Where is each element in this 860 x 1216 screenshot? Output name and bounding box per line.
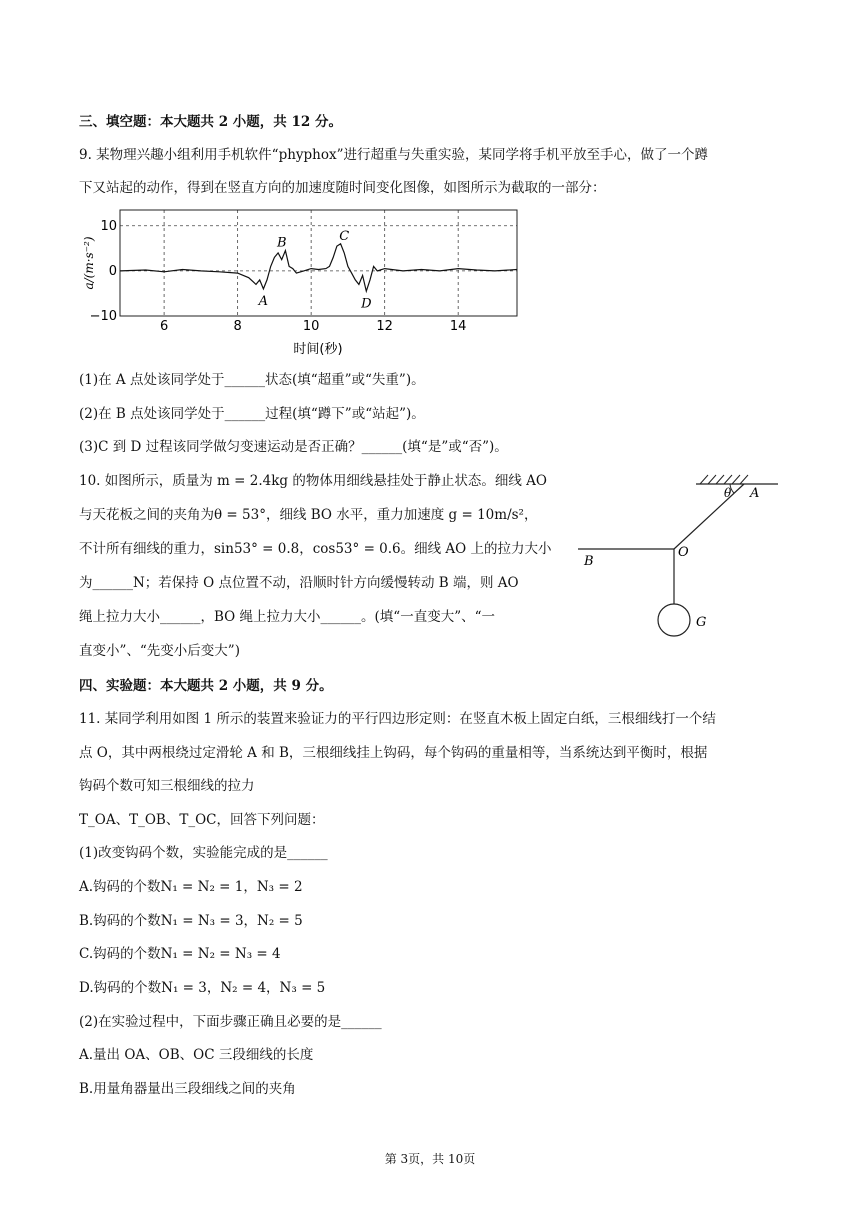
section-4-title: 四、实验题：本大题共 2 小题，共 9 分。 [79, 678, 333, 694]
q9-stem-line-1: 9. 某物理兴趣小组利用手机软件“phyphox”进行超重与失重实验，某同学将手机平放至手心，做了一个蹲 [79, 147, 709, 163]
y-axis-label: a/(m·s⁻²) [82, 236, 96, 290]
chart-grid [120, 210, 517, 316]
q11-part-1: (1)改变钩码个数，实验能完成的是______ [79, 845, 328, 861]
ceiling-hatching [700, 475, 748, 484]
q11-part-2-option-a: A.量出 OA、OB、OC 三段细线的长度 [79, 1047, 314, 1063]
mass-ball [658, 604, 690, 636]
point-label-b: B [276, 235, 287, 251]
q11-option-c: C.钩码的个数N₁ = N₂ = N₃ = 4 [79, 946, 281, 962]
q11-option-a: A.钩码的个数N₁ = N₂ = 1，N₃ = 2 [79, 879, 303, 895]
q9-sub-2: (2)在 B 点处该同学处于______过程(填“蹲下”或“站起”)。 [79, 406, 425, 422]
x-tick-label-3: 12 [376, 319, 393, 334]
q11-option-b: B.钩码的个数N₁ = N₃ = 3，N₂ = 5 [79, 913, 303, 929]
x-tick-label-1: 8 [233, 319, 242, 334]
q10-line-5: 绳上拉力大小______，BO 绳上拉力大小______。(填“一直变大”、“一 [79, 609, 496, 625]
q10-line-3: 不计所有细线的重力，sin53° = 0.8，cos53° = 0.6。细线 AO 上的拉力大小 [79, 541, 552, 557]
q9-sub-1: (1)在 A 点处该同学处于______状态(填“超重”或“失重”)。 [79, 372, 425, 388]
q9-sub-3: (3)C 到 D 过程该同学做匀变速运动是否正确？______(填“是”或“否”)。 [79, 439, 508, 455]
y-tick-label-1: 0 [108, 263, 117, 279]
x-tick-label-0: 6 [159, 319, 169, 334]
q10-line-1: 10. 如图所示，质量为 m = 2.4kg 的物体用细线悬挂处于静止状态。细线 AO [79, 473, 547, 489]
q10-line-4: 为______N；若保持 O 点位置不动，沿顺时针方向缓慢转动 B 端，则 AO [79, 575, 519, 591]
x-tick-label-4: 14 [449, 319, 467, 334]
x-axis-label: 时间(秒) [293, 342, 343, 357]
rope-AO [674, 484, 744, 549]
hanging-mass-diagram [578, 470, 788, 645]
page-footer: 第 3页，共 10页 [384, 1152, 476, 1166]
q10-line-2: 与天花板之间的夹角为θ = 53°，细线 BO 水平，重力加速度 g = 10m/s²， [79, 507, 538, 523]
point-label-c: C [339, 228, 350, 244]
q11-part-2-option-b: B.用量角器量出三段细线之间的夹角 [79, 1081, 296, 1097]
y-tick-label-0: 10 [100, 218, 117, 234]
section-3-title: 三、填空题：本大题共 2 小题，共 12 分。 [79, 114, 342, 130]
q11-part-2: (2)在实验过程中，下面步骤正确且必要的是______ [79, 1014, 382, 1030]
q9-stem-line-2: 下又站起的动作，得到在竖直方向的加速度随时间变化图像，如图所示为截取的一部分： [79, 180, 606, 196]
q11-line-1: 11. 某同学利用如图 1 所示的装置来验证力的平行四边形定则：在竖直木板上固定白纸，三根细线打一个结 [79, 711, 716, 727]
label-theta: θ [724, 486, 732, 500]
label-G: G [696, 615, 707, 630]
acceleration-time-chart [80, 205, 530, 360]
q10-line-6: 直变小”、“先变小后变大”) [79, 643, 240, 659]
q11-line-4: T_OA、T_OB、T_OC，回答下列问题： [79, 812, 325, 828]
q11-option-d: D.钩码的个数N₁ = 3，N₂ = 4，N₃ = 5 [79, 980, 326, 996]
label-A: A [750, 486, 760, 501]
acceleration-series-line [120, 244, 517, 291]
point-label-d: D [361, 296, 372, 312]
x-tick-label-2: 10 [302, 319, 320, 334]
q11-line-2: 点 O，其中两根绕过定滑轮 A 和 B，三根细线挂上钩码，每个钩码的重量相等，当系统达到平衡时，根据 [79, 745, 708, 761]
label-O: O [678, 545, 689, 560]
point-label-a: A [258, 294, 269, 310]
label-B: B [584, 554, 594, 569]
q11-line-3: 钩码个数可知三根细线的拉力 [79, 778, 255, 794]
y-tick-label-2: −10 [89, 309, 117, 324]
